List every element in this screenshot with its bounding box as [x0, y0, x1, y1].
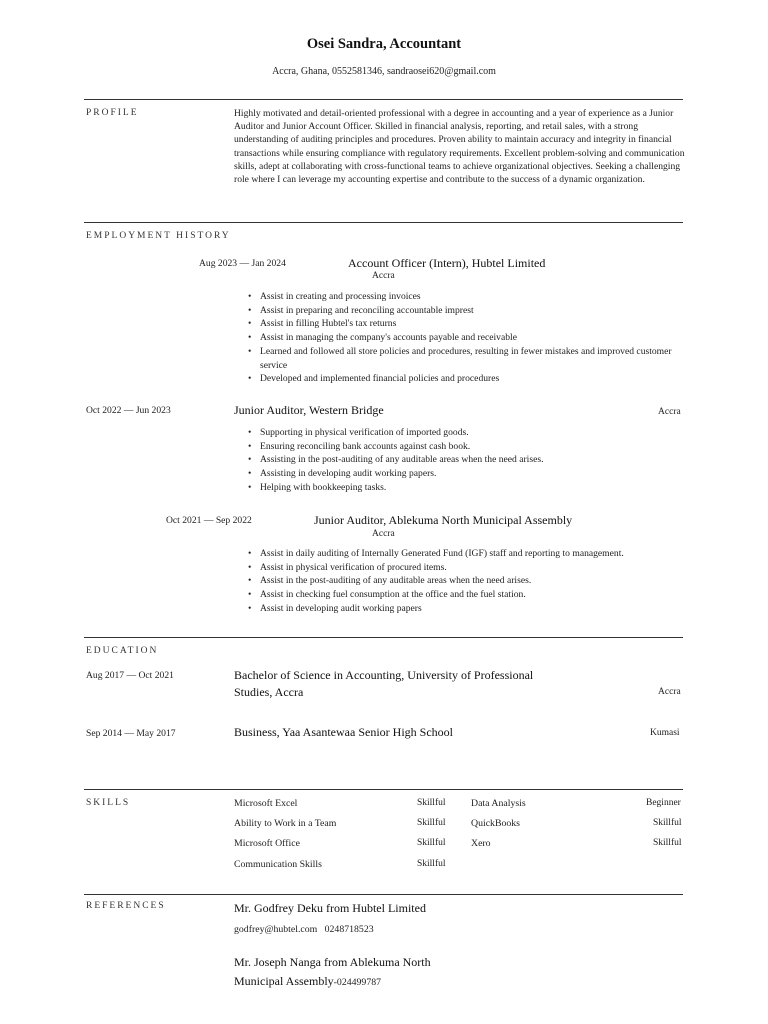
job-duties-list [248, 547, 686, 616]
reference-contact: godfrey@hubtel.com 0248718523 [234, 924, 374, 935]
divider [84, 789, 683, 790]
list-item: • Assisting in the post-auditing of any auditable areas when the need arises. [248, 453, 686, 467]
job-dates: Oct 2022 — Jun 2023 [86, 405, 171, 416]
job-duties-list [248, 426, 686, 495]
skill-name: Microsoft Office [234, 838, 300, 849]
education-title: Business, Yaa Asantewaa Senior High School [234, 725, 453, 739]
education-location: Accra [658, 687, 681, 697]
skill-name: Ability to Work in a Team [234, 818, 337, 829]
list-item: • Assist in preparing and reconciling accountable imprest [248, 304, 686, 318]
job-location: Accra [658, 407, 681, 417]
list-item: • Ensuring reconciling bank accounts against cash book. [248, 440, 686, 454]
divider [84, 637, 683, 638]
section-heading-skills: SKILLS [86, 798, 131, 808]
reference-name: Mr. Godfrey Deku from Hubtel Limited [234, 901, 426, 915]
education-title: Bachelor of Science in Accounting, University of Professional [234, 668, 534, 682]
education-dates: Sep 2014 — May 2017 [86, 728, 176, 739]
skill-level: Skillful [653, 838, 682, 848]
list-item: • Assist in checking fuel consumption at the office and the fuel station. [248, 588, 686, 602]
divider [84, 894, 683, 895]
job-title: Junior Auditor, Ablekuma North Municipal Assembly [314, 513, 573, 527]
list-item: • Supporting in physical verification of imported goods. [248, 426, 686, 440]
list-item: • Assisting in developing audit working papers. [248, 467, 686, 481]
skill-level: Skillful [417, 838, 446, 848]
skill-name: Xero [471, 838, 491, 849]
education-dates: Aug 2017 — Oct 2021 [86, 670, 174, 681]
job-location: Accra [372, 529, 395, 539]
skill-level: Skillful [417, 798, 446, 808]
section-heading-employment: EMPLOYMENT HISTORY [86, 231, 231, 241]
section-heading-profile: PROFILE [86, 108, 139, 118]
job-location: Accra [372, 271, 395, 281]
skill-level: Skillful [653, 818, 682, 828]
profile-summary: Highly motivated and detail-oriented professional with a degree in accounting and a year of experience as a Junior Auditor and Junior Account Officer. Skilled in financial analysis, reporting, and retail sales, with a strong understanding of auditing principles and procedures. Proven ability to maintain accuracy and integrity in financial transactions while ensuring compliance with regulatory requirements. Excellent problem-solving and communication skills, adept at collaborating with cross-functional teams to achieve organizational objectives. Seeking a challenging role where I can leverage my accounting expertise and contribute to the success of a dynamic organization. [234, 108, 685, 186]
list-item: • Assist in creating and processing invoices [248, 290, 686, 304]
contact-info: Accra, Ghana, 0552581346, sandraosei620@gmail.com [272, 66, 496, 77]
resume-name: Osei Sandra, Accountant [306, 36, 462, 52]
list-item: • Assist in managing the company's accounts payable and receivable [248, 331, 686, 345]
list-item: • Assist in developing audit working papers [248, 602, 686, 616]
list-item: • Assist in physical verification of procured items. [248, 561, 686, 575]
reference-name-continued [234, 972, 381, 990]
skill-name: Data Analysis [471, 798, 526, 809]
section-heading-education: EDUCATION [86, 646, 159, 656]
skill-level: Skillful [417, 818, 446, 828]
reference-name: Mr. Joseph Nanga from Ablekuma North [234, 955, 431, 969]
skill-name: QuickBooks [471, 818, 520, 829]
job-duties-list [248, 290, 686, 386]
list-item: • Assist in the post-auditing of any auditable areas when the need arises. [248, 574, 686, 588]
section-heading-references: REFERENCES [86, 901, 166, 911]
skill-level: Beginner [646, 798, 681, 808]
skill-name: Communication Skills [234, 859, 322, 870]
skill-level: Skillful [417, 859, 446, 869]
job-dates: Aug 2023 — Jan 2024 [199, 258, 286, 269]
job-title: Account Officer (Intern), Hubtel Limited [348, 256, 546, 270]
divider [84, 99, 683, 100]
reference-organization: Municipal Assembly [234, 974, 334, 988]
divider [84, 222, 683, 223]
list-item: • Learned and followed all store policies and procedures, resulting in fewer mistakes and improved customer service [248, 345, 686, 372]
list-item: • Developed and implemented financial policies and procedures [248, 372, 686, 386]
job-dates: Oct 2021 — Sep 2022 [166, 515, 252, 526]
education-location: Kumasi [650, 728, 680, 738]
skill-name: Microsoft Excel [234, 798, 298, 809]
reference-phone: -024499787 [333, 977, 382, 988]
education-title-continued: Studies, Accra [234, 685, 304, 699]
list-item: • Assist in daily auditing of Internally Generated Fund (IGF) staff and reporting to management. [248, 547, 686, 561]
list-item: • Assist in filling Hubtel's tax returns [248, 317, 686, 331]
list-item: • Helping with bookkeeping tasks. [248, 481, 686, 495]
job-title: Junior Auditor, Western Bridge [234, 403, 384, 417]
